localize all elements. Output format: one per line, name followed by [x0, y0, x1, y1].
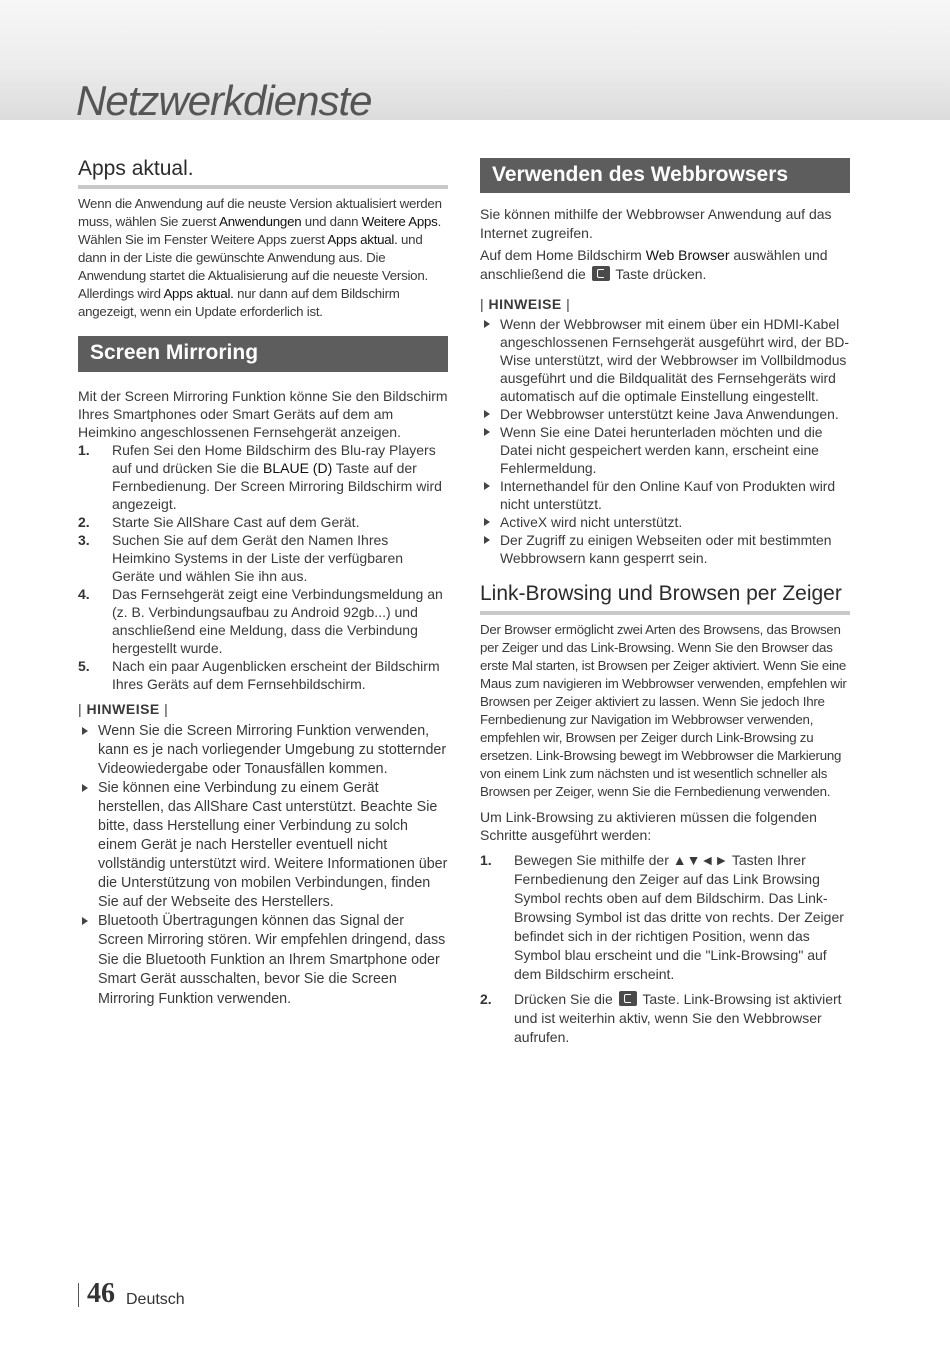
page-header-band — [0, 0, 950, 124]
list-item: 1. Rufen Sei den Home Bildschirm des Blu-ray Players auf und drücken Sie die BLAUE (D) Taste auf der Fernbedienung. Der Screen Mirroring Bildschirm wird angezeigt. — [78, 441, 442, 512]
list-item: 4. Das Fernsehgerät zeigt eine Verbindungsmeldung an (z. B. Verbindungsaufbau zu Android 92gb...) und anschließend eine Meldung, dass die Verbindung hergestellt wurde. — [78, 585, 443, 656]
list-item: 1. Bewegen Sie mithilfe der ▲▼◄► Tasten Ihrer Fernbedienung den Zeiger auf das Link Browsing Symbol rechts oben auf dem Bildschirm. Das Link-Browsing Symbol ist das dritte von rechts. Der Zeiger befindet sich in der richtigen Position, wenn das Symbol blau erscheint und die "Link-Browsing" auf dem Bildschirm erscheint. — [480, 851, 844, 982]
bullet-arrow-icon — [484, 518, 490, 526]
list-item: Wenn der Webbrowser mit einem über ein HDMI-Kabel angeschlossenen Fernsehgerät ausgeführt wird, der BD-Wise unterstützt, wird der Webbrowser im Vollbildmodus ausgeführt und die Bildqualität des Fernsehgeräts wird automatisch auf die optimale Einstellung eingestellt. — [480, 315, 850, 405]
page-number: 46 — [87, 1278, 115, 1309]
list-item: ActiveX wird nicht unterstützt. — [480, 513, 850, 531]
webbrowser-notes — [480, 315, 850, 567]
list-item: Der Zugriff zu einigen Webseiten oder mit bestimmten Webbrowsern kann gesperrt sein. — [480, 531, 850, 567]
webbrowser-instruction: Auf dem Home Bildschirm Web Browser auswählen und anschließend die Taste drücken. — [480, 247, 828, 283]
list-item: 5. Nach ein paar Augenblicken erscheint der Bildschirm Ihres Geräts auf dem Fernsehbildschirm. — [78, 657, 440, 692]
bullet-arrow-icon — [484, 410, 490, 418]
list-item: Sie können eine Verbindung zu einem Gerät herstellen, das AllShare Cast unterstützt. Beachte Sie bitte, dass Herstellung einer Verbindung zu solch einem Gerät je nach Hersteller eventuell nicht vollständig unterstützt wird. Weitere Informationen über die Unterstützung von mobilen Verbindungen, finden Sie auf der Webseite des Herstellers. — [78, 779, 448, 912]
list-item: Der Webbrowser unterstützt keine Java Anwendungen. — [480, 405, 850, 423]
bullet-arrow-icon — [484, 482, 490, 490]
list-item: 3. Suchen Sie auf dem Gerät den Namen Ihres Heimkino Systems in der Liste der verfügbaren Geräte und wählen Sie ihn aus. — [78, 531, 404, 584]
footer-divider — [78, 1283, 79, 1307]
apps-update-text: Wenn die Anwendung auf die neuste Version aktualisiert werden muss, wählen Sie zuerst Anwendungen und dann Weitere Apps. Wählen Sie im Fenster Weitere Apps zuerst Apps aktual. und dann in der Liste die gewünschte Anwendung aus. Die Anwendung startet die Aktualisierung auf die neueste Version. Allerdings wird Apps aktual. nur dann auf dem Bildschirm angezeigt, wenn ein Update erforderlich ist. — [78, 196, 442, 320]
list-item: Wenn Sie die Screen Mirroring Funktion verwenden, kann es je nach vorliegender Umgebung zu stotternder Videowiedergabe oder Tonausfällen kommen. — [78, 722, 448, 779]
bullet-arrow-icon — [82, 727, 88, 735]
enter-key-icon — [619, 991, 637, 1006]
list-item: 2. Starte Sie AllShare Cast auf dem Gerät. — [78, 513, 360, 530]
chapter-title: Netzwerkdienste — [76, 77, 372, 124]
enter-key-icon — [592, 266, 610, 281]
footer-language: Deutsch — [126, 1291, 185, 1308]
link-browsing-steps — [480, 851, 850, 1047]
list-item: Internethandel für den Online Kauf von Produkten wird nicht unterstützt. — [480, 477, 850, 513]
right-column — [480, 150, 850, 1047]
bullet-arrow-icon — [484, 536, 490, 544]
notes-label: | HINWEISE | — [78, 700, 169, 717]
webbrowser-intro: Sie können mithilfe der Webbrowser Anwendung auf das Internet zugreifen. — [480, 206, 832, 242]
bullet-arrow-icon — [484, 320, 490, 328]
bullet-arrow-icon — [82, 784, 88, 792]
list-item: Wenn Sie eine Datei herunterladen möchten und die Datei nicht gespeichert werden kann, erscheint eine Fehlermeldung. — [480, 423, 850, 477]
list-item: Bluetooth Übertragungen können das Signal der Screen Mirroring stören. Wir empfehlen dringend, dass Sie die Bluetooth Funktion an Ihrem Smartphone oder Smart Gerät ausschalten, bevor Sie die Screen Mirroring Funktion verwenden. — [78, 912, 448, 1010]
link-browsing-heading: Link-Browsing und Browsen per Zeiger — [480, 581, 850, 614]
notes-label: | HINWEISE | — [480, 296, 571, 313]
link-browsing-text: Der Browser ermöglicht zwei Arten des Browsens, das Browsen per Zeiger und das Link-Browsing. Wenn Sie den Browser das erste Mal starten, ist Browsen per Zeiger aktiviert. Wenn Sie eine Maus zum navigieren im Webbrowser verwenden, empfehlen wir Browsen per Zeiger aktiviert zu lassen. Wenn Sie jedoch Ihre Fernbedienung zur Navigation im Webbrowser verwenden, empfehlen wir, Browsen per Zeiger durch Link-Browsing zu ersetzen. Link-Browsing bewegt im Webbrowser die Markierung von einem Link zum nächsten und ist wesentlich schneller als Browsen per Zeiger, wenn Sie die Fernbedienung verwenden. — [480, 621, 847, 799]
screen-mirroring-steps — [78, 441, 448, 693]
screen-mirroring-intro: Mit der Screen Mirroring Funktion könne Sie den Bildschirm Ihres Smartphones oder Smart Geräts auf dem am Heimkino angeschlossenen Fernsehgerät anzeigen. — [78, 387, 448, 440]
left-column — [78, 150, 448, 1009]
apps-update-heading: Apps aktual. — [78, 156, 448, 189]
screen-mirroring-notes — [78, 722, 448, 1010]
webbrowser-heading: Verwenden des Webbrowsers — [480, 158, 850, 193]
list-item: 2. Drücken Sie die Taste. Link-Browsing ist aktiviert und ist weiterhin aktiv, wenn Sie den Webbrowser aufrufen. — [480, 990, 842, 1045]
bullet-arrow-icon — [484, 428, 490, 436]
link-browsing-intro: Um Link-Browsing zu aktivieren müssen die folgenden Schritte ausgeführt werden: — [480, 808, 817, 843]
screen-mirroring-heading: Screen Mirroring — [78, 336, 448, 371]
bullet-arrow-icon — [82, 917, 88, 925]
